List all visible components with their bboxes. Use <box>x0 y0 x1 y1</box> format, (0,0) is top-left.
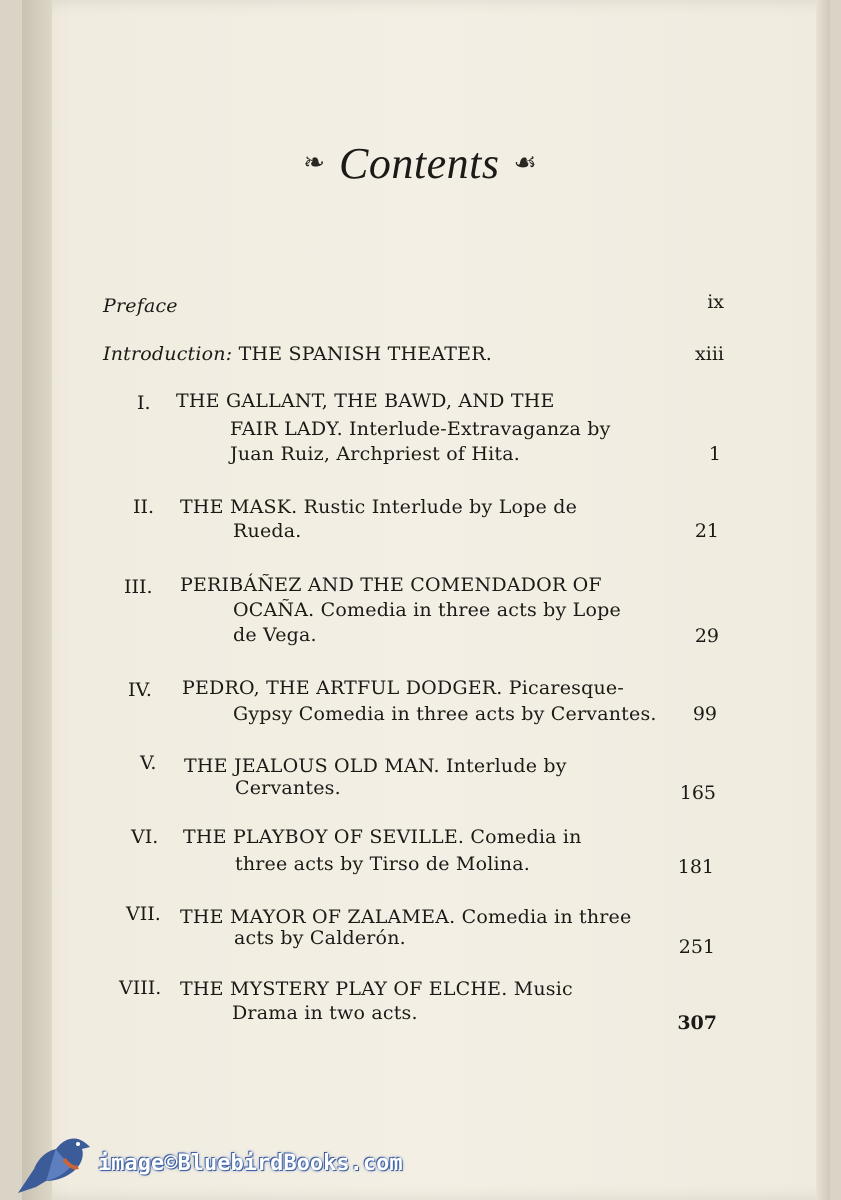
toc-page-number: ix <box>707 291 724 313</box>
toc-numeral: VI. <box>131 826 159 848</box>
toc-line: THE MASK. Rustic Interlude by Lope de <box>180 496 578 518</box>
toc-page-number: 251 <box>678 936 715 958</box>
toc-page-number: 165 <box>679 782 716 804</box>
toc-page-number: 29 <box>694 625 719 647</box>
toc-page-number: 1 <box>708 443 721 465</box>
toc-page-number: 181 <box>677 856 714 878</box>
toc-line: THE JEALOUS OLD MAN. Interlude by <box>184 755 567 777</box>
left-ornament-icon: ❧ <box>303 148 326 178</box>
toc-line: acts by Calderón. <box>234 927 406 949</box>
toc-page-number: 21 <box>694 520 719 542</box>
toc-numeral: III. <box>124 576 153 598</box>
toc-line: Rueda. <box>233 520 302 542</box>
toc-line: de Vega. <box>233 624 317 646</box>
watermark <box>12 1128 482 1198</box>
toc-numeral: IV. <box>128 679 152 701</box>
toc-page-number: 99 <box>692 703 717 725</box>
toc-line: PERIBÁÑEZ AND THE COMENDADOR OF <box>180 574 602 596</box>
toc-page-number: xiii <box>695 343 724 365</box>
toc-label-italic: Introduction: <box>103 343 233 365</box>
page-edge <box>816 0 830 1200</box>
toc-label-main: THE SPANISH THEATER. <box>238 343 492 365</box>
toc-line: Gypsy Comedia in three acts by Cervantes. <box>233 703 657 725</box>
toc-line: THE MAYOR OF ZALAMEA. Comedia in three <box>180 906 632 928</box>
toc-line: PEDRO, THE ARTFUL DODGER. Picaresque- <box>182 677 624 699</box>
toc-numeral: II. <box>133 496 155 518</box>
bluebird-icon <box>12 1129 92 1197</box>
toc-line: Cervantes. <box>235 777 341 799</box>
toc-line: THE MYSTERY PLAY OF ELCHE. Music <box>180 978 573 1000</box>
toc-page-number: 307 <box>677 1012 717 1034</box>
toc-label: Preface <box>103 295 178 317</box>
toc-line: OCAÑA. Comedia in three acts by Lope <box>233 599 621 621</box>
toc-line: Juan Ruiz, Archpriest of Hita. <box>230 443 520 465</box>
toc-line: THE GALLANT, THE BAWD, AND THE <box>176 390 555 412</box>
toc-numeral: V. <box>140 752 157 774</box>
book-spine-shadow <box>22 0 52 1200</box>
right-ornament-icon: ☙ <box>513 148 537 178</box>
toc-line: THE PLAYBOY OF SEVILLE. Comedia in <box>183 826 582 848</box>
toc-line: three acts by Tirso de Molina. <box>235 853 530 875</box>
watermark-text: image©BluebirdBooks.com <box>98 1150 403 1176</box>
page-title: Contents <box>339 138 500 188</box>
toc-numeral: VII. <box>126 903 161 925</box>
toc-label <box>103 343 492 365</box>
toc-line: FAIR LADY. Interlude-Extravaganza by <box>230 418 611 440</box>
toc-numeral: I. <box>137 392 151 414</box>
toc-numeral: VIII. <box>119 977 162 999</box>
toc-line: Drama in two acts. <box>232 1002 418 1024</box>
contents-heading <box>270 138 570 188</box>
